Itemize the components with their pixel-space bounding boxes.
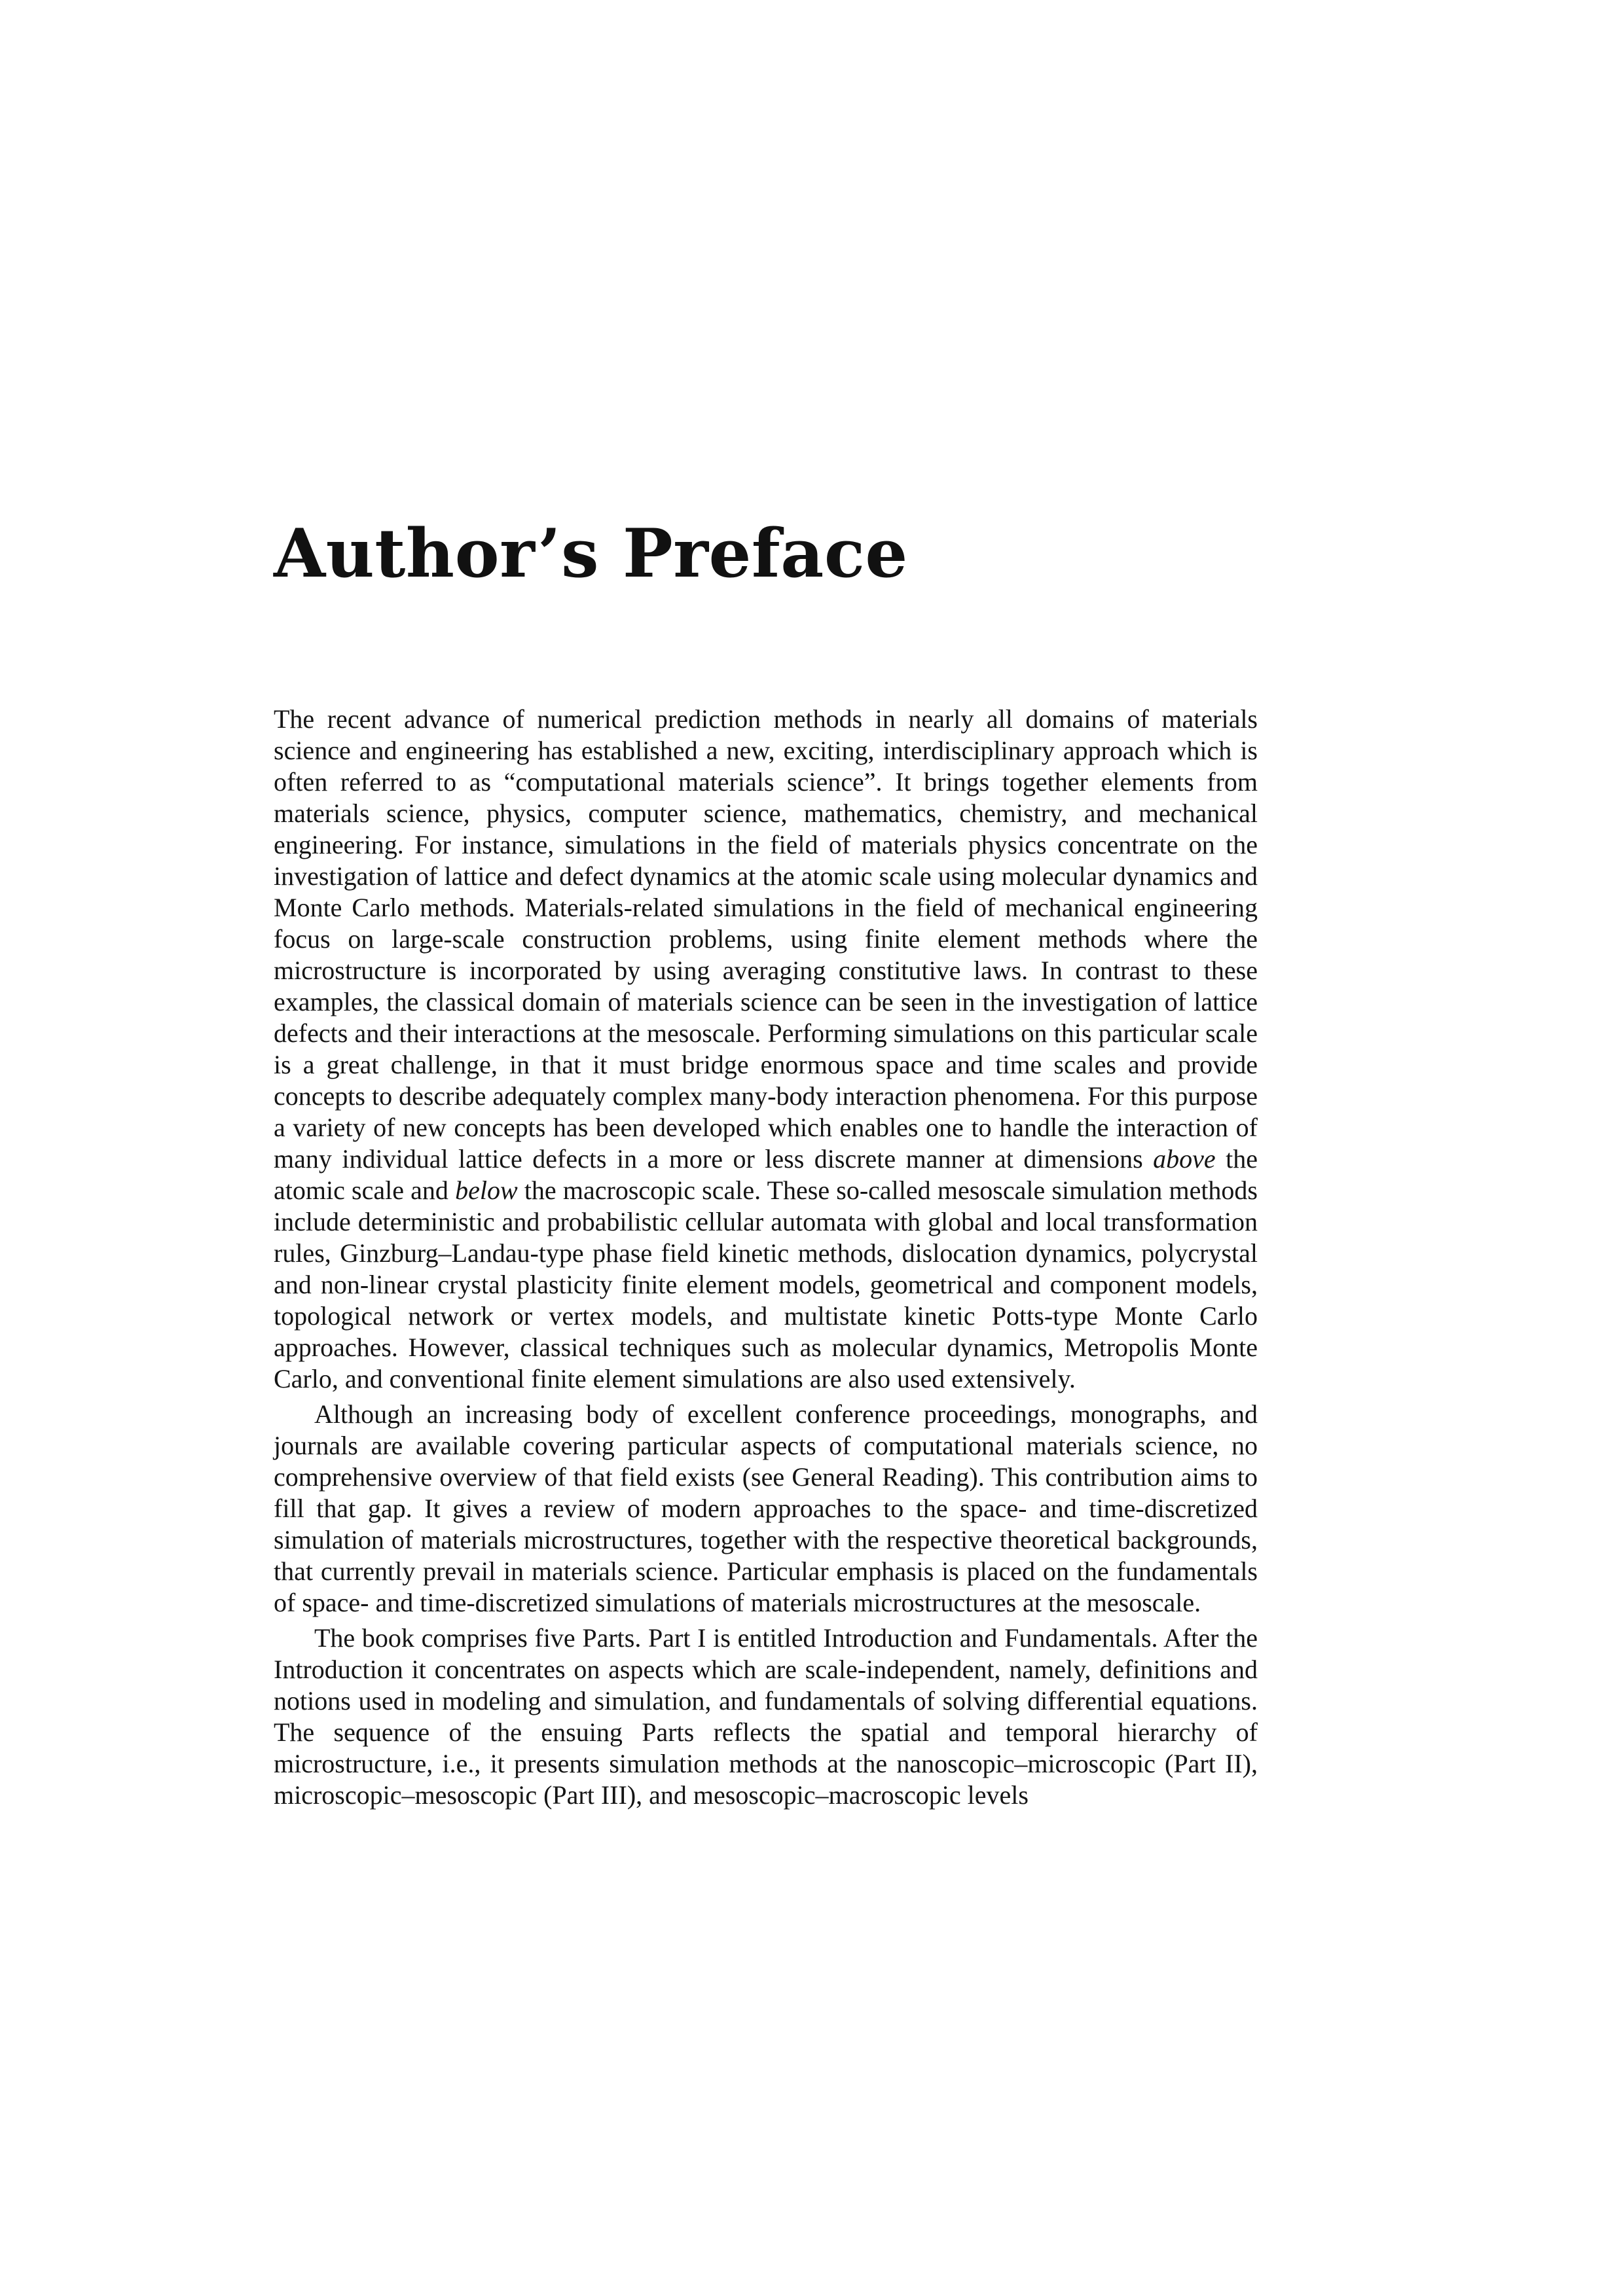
preface-body [274,704,1258,1811]
emphasis-above: above [1153,1144,1216,1174]
paragraph-1 [274,704,1258,1395]
chapter-title: Author’s Preface [274,514,908,593]
paragraph-1-text-c: the macroscopic scale. These so-called mesoscale simulation methods include deterministic and probabilistic cellular automata with global and local transformation rules, Ginzburg–Landau-type phase field kinetic methods, dislocation dynamics, polycrystal and non-linear crystal plasticity finite element models, geometrical and component models, topological network or vertex models, and multistate kinetic Potts-type Monte Carlo approaches. However, classical techniques such as molecular dynamics, Metropolis Monte Carlo, and conventional finite element simulations are also used extensively. [274,1175,1258,1393]
paragraph-3: The book comprises five Parts. Part I is entitled Introduction and Fundamentals. After the Introduction it concentrates on aspects which are scale-independent, namely, definitions and notions used in modeling and simulation, and fundamentals of solving differential equations. The sequence of the ensuing Parts reflects the spatial and temporal hierarchy of microstructure, i.e., it presents simulation methods at the nanoscopic–microscopic (Part II), microscopic–mesoscopic (Part III), and mesoscopic–macroscopic levels [274,1623,1258,1810]
paragraph-1-text-a: The recent advance of numerical prediction methods in nearly all domains of materials science and engineering has established a new, exciting, interdisciplinary approach which is often referred to as “computational materials science”. It brings together elements from materials science, physics, computer science, mathematics, chemistry, and mechanical engineering. For instance, simulations in the field of materials physics concentrate on the investigation of lattice and defect dynamics at the atomic scale using molecular dynamics and Monte Carlo methods. Materials-related simulations in the field of mechanical engineering focus on large-scale construction problems, using finite element methods where the microstructure is incorporated by using averaging constitutive laws. In contrast to these examples, the classical domain of materials science can be seen in the investigation of lattice defects and their interactions at the mesoscale. Performing simulations on this particular scale is a great challenge, in that it must bridge enormous space and time scales and provide concepts to describe adequately complex many-body interaction phenomena. For this purpose a variety of new concepts has been developed which enables one to handle the interaction of many individual lattice defects in a more or less discrete manner at dimensions [274,704,1258,1174]
emphasis-below: below [455,1175,518,1205]
paragraph-1-text-b: the atomic scale and [274,1144,1258,1205]
paragraph-2: Although an increasing body of excellent conference proceedings, monographs, and journals are available covering particular aspects of computational materials science, no comprehensive overview of that field exists (see General Reading). This contribution aims to fill that gap. It gives a review of modern approaches to the space- and time-discretized simulation of materials microstructures, together with the respective theoretical backgrounds, that currently prevail in materials science. Particular emphasis is placed on the fundamentals of space- and time-discretized simulations of materials microstructures at the mesoscale. [274,1399,1258,1617]
